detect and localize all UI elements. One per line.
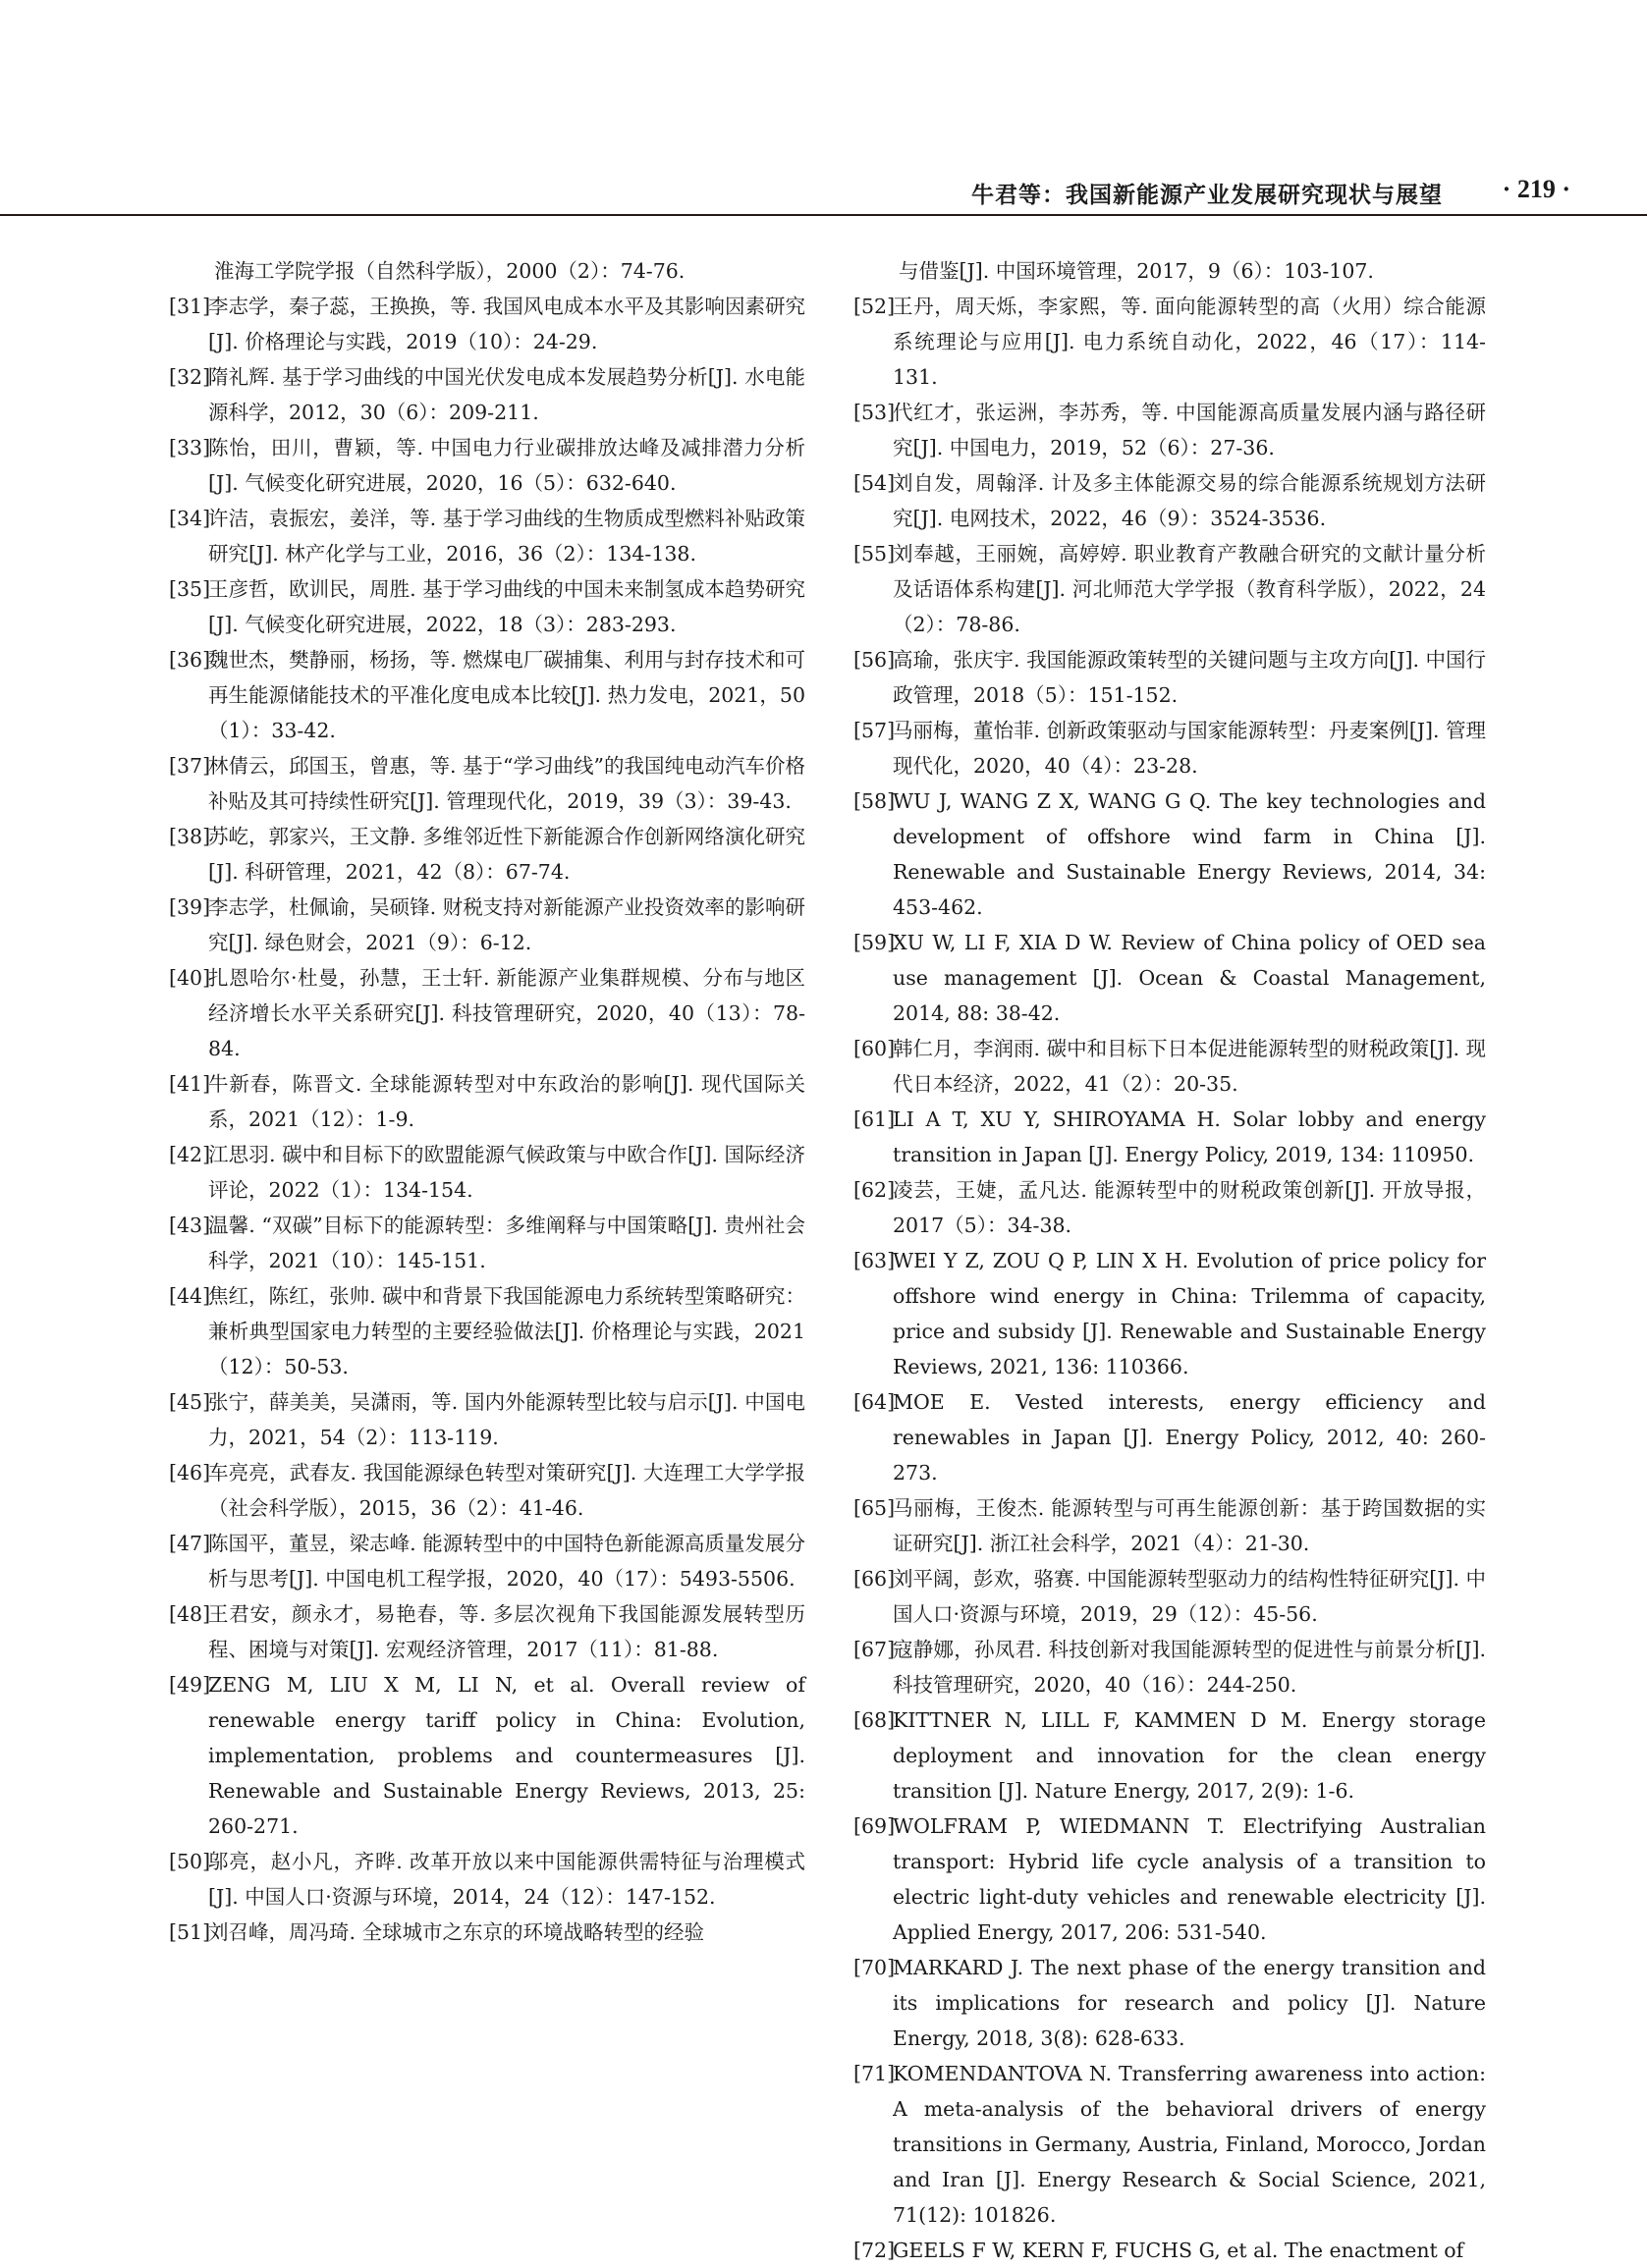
reference-number: [45] xyxy=(169,1390,211,1414)
reference-text: ZENG M, LIU X M, LI N, et al. Overall review of renewable energy tariff policy in China: Evolution, implementation, problems and countermeasures [J]. Renewable and Sustainable Energy Reviews, 2013, 25: 260-271. xyxy=(208,1673,805,1838)
reference-number: [50] xyxy=(169,1850,211,1873)
reference-text: 温馨. “双碳”目标下的能源转型：多维阐释与中国策略[J]. 贵州社会科学，2021（10）：145-151. xyxy=(208,1214,805,1272)
reference-number: [68] xyxy=(853,1708,896,1732)
reference-text: WOLFRAM P, WIEDMANN T. Electrifying Australian transport: Hybrid life cycle analysis of a transition to electric light-duty vehicles and renewable electricity [J]. Applied Energy, 2017, 206: 531-540. xyxy=(893,1814,1486,1944)
reference-number: [58] xyxy=(853,789,896,813)
reference-number: [55] xyxy=(853,542,896,566)
reference-text: 高瑜，张庆宇. 我国能源政策转型的关键问题与主攻方向[J]. 中国行政管理，2018（5）：151-152. xyxy=(893,648,1486,707)
reference-number: [65] xyxy=(853,1496,896,1520)
reference-text: 陈怡，田川，曹颖，等. 中国电力行业碳排放达峰及减排潜力分析[J]. 气候变化研究进展，2020，16（5）：632-640. xyxy=(208,436,805,495)
reference-text: 王君安，颜永才，易艳春，等. 多层次视角下我国能源发展转型历程、困境与对策[J]. 宏观经济管理，2017（11）：81-88. xyxy=(208,1602,805,1661)
reference-text: XU W, LI F, XIA D W. Review of China policy of OED sea use management [J]. Ocean & Coastal Management, 2014, 88: 38-42. xyxy=(893,931,1486,1025)
reference-text: GEELS F W, KERN F, FUCHS G, et al. The enactment of xyxy=(893,2239,1464,2262)
reference-item xyxy=(169,289,805,359)
reference-item xyxy=(169,819,805,890)
reference-number: [48] xyxy=(169,1602,211,1626)
reference-item xyxy=(169,1667,805,1844)
reference-item xyxy=(853,536,1486,642)
reference-text: 林倩云，邱国玉，曾惠，等. 基于“学习曲线”的我国纯电动汽车价格补贴及其可持续性研究[J]. 管理现代化，2019，39（3）：39-43. xyxy=(208,754,805,813)
reference-item xyxy=(169,1844,805,1915)
reference-text: MOE E. Vested interests, energy efficiency and renewables in Japan [J]. Energy Policy, 2012, 40: 260-273. xyxy=(893,1390,1486,1485)
right-reference-list xyxy=(853,289,1486,2268)
reference-text: 韩仁月，李润雨. 碳中和目标下日本促进能源转型的财税政策[J]. 现代日本经济，2022，41（2）：20-35. xyxy=(893,1037,1486,1096)
reference-item xyxy=(169,1066,805,1137)
reference-item xyxy=(853,1243,1486,1384)
reference-continuation: 淮海工学院学报（自然科学版），2000（2）：74-76. xyxy=(214,259,686,283)
reference-number: [32] xyxy=(169,365,211,389)
reference-item xyxy=(853,1561,1486,1632)
left-column xyxy=(169,253,805,1950)
reference-number: [66] xyxy=(853,1567,896,1591)
reference-number: [46] xyxy=(169,1461,211,1485)
reference-text: 代红才，张运洲，李苏秀，等. 中国能源高质量发展内涵与路径研究[J]. 中国电力，2019，52（6）：27-36. xyxy=(893,401,1486,459)
reference-number: [56] xyxy=(853,648,896,672)
reference-number: [41] xyxy=(169,1072,211,1096)
reference-number: [33] xyxy=(169,436,211,459)
reference-number: [57] xyxy=(853,719,896,742)
reference-item xyxy=(853,395,1486,465)
running-head xyxy=(0,173,1647,216)
left-reference-list xyxy=(169,289,805,1950)
reference-text: KITTNER N, LILL F, KAMMEN D M. Energy storage deployment and innovation for the clean energy transition [J]. Nature Energy, 2017, 2(9): 1-6. xyxy=(893,1708,1486,1803)
reference-continuation: 与借鉴[J]. 中国环境管理，2017，9（6）：103-107. xyxy=(899,259,1374,283)
reference-text: 王丹，周天烁，李家熙，等. 面向能源转型的高（火用）综合能源系统理论与应用[J]. 电力系统自动化，2022，46（17）：114-131. xyxy=(893,295,1486,389)
reference-text: 扎恩哈尔·杜曼，孙慧，王士轩. 新能源产业集群规模、分布与地区经济增长水平关系研究[J]. 科技管理研究，2020，40（13）：78-84. xyxy=(208,966,805,1060)
reference-text: WEI Y Z, ZOU Q P, LIN X H. Evolution of price policy for offshore wind energy in China: Trilemma of capacity, price and subsidy [J]. Renewable and Sustainable Energy Reviews, 2021, 136: 110366. xyxy=(893,1249,1486,1378)
reference-item xyxy=(169,960,805,1066)
reference-item xyxy=(169,1526,805,1596)
reference-text: 张宁，薛美美，吴潇雨，等. 国内外能源转型比较与启示[J]. 中国电力，2021，54（2）：113-119. xyxy=(208,1390,805,1449)
reference-item xyxy=(853,783,1486,925)
reference-number: [44] xyxy=(169,1284,211,1308)
reference-text: 邬亮，赵小凡，齐晔. 改革开放以来中国能源供需特征与治理模式[J]. 中国人口·资源与环境，2014，24（12）：147-152. xyxy=(208,1850,805,1909)
reference-number: [53] xyxy=(853,401,896,424)
reference-text: WU J, WANG Z X, WANG G Q. The key technologies and development of offshore wind farm in China [J]. Renewable and Sustainable Energy Reviews, 2014, 34: 453-462. xyxy=(893,789,1486,919)
reference-item xyxy=(169,748,805,819)
reference-number: [36] xyxy=(169,648,211,672)
reference-number: [60] xyxy=(853,1037,896,1060)
reference-item xyxy=(853,2233,1486,2268)
reference-item xyxy=(853,289,1486,395)
reference-text: 李志学，杜佩谕，吴硕锋. 财税支持对新能源产业投资效率的影响研究[J]. 绿色财会，2021（9）：6-12. xyxy=(208,895,805,954)
reference-item xyxy=(169,1278,805,1384)
reference-item xyxy=(853,1172,1486,1243)
reference-number: [67] xyxy=(853,1638,896,1661)
reference-text: 王彦哲，欧训民，周胜. 基于学习曲线的中国未来制氢成本趋势研究[J]. 气候变化研究进展，2022，18（3）：283-293. xyxy=(208,577,805,636)
reference-text: 刘自发，周翰泽. 计及多主体能源交易的综合能源系统规划方法研究[J]. 电网技术，2022，46（9）：3524-3536. xyxy=(893,471,1486,530)
reference-item xyxy=(853,925,1486,1031)
reference-item xyxy=(853,465,1486,536)
reference-item xyxy=(169,1915,805,1950)
reference-item xyxy=(169,1384,805,1455)
reference-text: 许洁，袁振宏，姜洋，等. 基于学习曲线的生物质成型燃料补贴政策研究[J]. 林产化学与工业，2016，36（2）：134-138. xyxy=(208,507,805,566)
reference-number: [47] xyxy=(169,1532,211,1555)
reference-item xyxy=(853,1950,1486,2056)
reference-number: [64] xyxy=(853,1390,896,1414)
reference-text: 隋礼辉. 基于学习曲线的中国光伏发电成本发展趋势分析[J]. 水电能源科学，2012，30（6）：209-211. xyxy=(208,365,805,424)
reference-number: [51] xyxy=(169,1920,211,1944)
reference-item xyxy=(853,1102,1486,1172)
reference-number: [39] xyxy=(169,895,211,919)
reference-number: [52] xyxy=(853,295,896,318)
reference-item xyxy=(853,1809,1486,1950)
reference-number: [35] xyxy=(169,577,211,601)
reference-number: [37] xyxy=(169,754,211,778)
reference-text: 刘平阔，彭欢，骆赛. 中国能源转型驱动力的结构性特征研究[J]. 中国人口·资源与环境，2019，29（12）：45-56. xyxy=(893,1567,1486,1626)
reference-item xyxy=(853,1632,1486,1702)
reference-item xyxy=(169,1596,805,1667)
reference-number: [42] xyxy=(169,1143,211,1166)
reference-text: 刘召峰，周冯琦. 全球城市之东京的环境战略转型的经验 xyxy=(208,1920,705,1944)
reference-number: [40] xyxy=(169,966,211,990)
reference-text: 寇静娜，孙凤君. 科技创新对我国能源转型的促进性与前景分析[J]. 科技管理研究，2020，40（16）：244-250. xyxy=(893,1638,1486,1697)
reference-text: 江思羽. 碳中和目标下的欧盟能源气候政策与中欧合作[J]. 国际经济评论，2022（1）：134-154. xyxy=(208,1143,805,1202)
reference-item xyxy=(853,642,1486,713)
reference-text: 刘奉越，王丽婉，高婷婷. 职业教育产教融合研究的文献计量分析及话语体系构建[J]. 河北师范大学学报（教育科学版），2022，24（2）：78-86. xyxy=(893,542,1486,636)
reference-number: [31] xyxy=(169,295,211,318)
reference-item xyxy=(169,571,805,642)
running-title: 牛君等：我国新能源产业发展研究现状与展望 xyxy=(971,183,1443,208)
reference-number: [72] xyxy=(853,2239,896,2262)
reference-number: [61] xyxy=(853,1107,896,1131)
reference-text: 苏屹，郭家兴，王文静. 多维邻近性下新能源合作创新网络演化研究[J]. 科研管理，2021，42（8）：67-74. xyxy=(208,825,805,884)
reference-text: 车亮亮，武春友. 我国能源绿色转型对策研究[J]. 大连理工大学学报（社会科学版），2015，36（2）：41-46. xyxy=(208,1461,805,1520)
reference-number: [70] xyxy=(853,1956,896,1979)
reference-item xyxy=(853,1490,1486,1561)
reference-text: MARKARD J. The next phase of the energy transition and its implications for research and policy [J]. Nature Energy, 2018, 3(8): 628-633. xyxy=(893,1956,1486,2050)
reference-item xyxy=(853,1031,1486,1102)
reference-item xyxy=(169,1455,805,1526)
reference-text: 马丽梅，董怡菲. 创新政策驱动与国家能源转型：丹麦案例[J]. 管理现代化，2020，40（4）：23-28. xyxy=(893,719,1486,778)
reference-number: [63] xyxy=(853,1249,896,1272)
reference-item xyxy=(169,430,805,501)
reference-number: [62] xyxy=(853,1178,896,1202)
reference-text: 焦红，陈红，张帅. 碳中和背景下我国能源电力系统转型策略研究：兼析典型国家电力转型的主要经验做法[J]. 价格理论与实践，2021（12）：50-53. xyxy=(208,1284,805,1378)
reference-item xyxy=(169,501,805,571)
reference-item xyxy=(853,2056,1486,2233)
reference-item xyxy=(169,642,805,748)
reference-text: 马丽梅，王俊杰. 能源转型与可再生能源创新：基于跨国数据的实证研究[J]. 浙江社会科学，2021（4）：21-30. xyxy=(893,1496,1486,1555)
reference-number: [38] xyxy=(169,825,211,848)
reference-item xyxy=(169,359,805,430)
reference-number: [71] xyxy=(853,2062,896,2085)
reference-item xyxy=(853,1384,1486,1490)
reference-item xyxy=(169,890,805,960)
reference-number: [69] xyxy=(853,1814,896,1838)
page-number: · 219 · xyxy=(1502,175,1570,203)
reference-number: [49] xyxy=(169,1673,211,1697)
reference-number: [59] xyxy=(853,931,896,954)
reference-text: KOMENDANTOVA N. Transferring awareness into action: A meta-analysis of the behavioral drivers of energy transitions in Germany, Austria, Finland, Morocco, Jordan and Iran [J]. Energy Research & Social Science, 2021, 71(12): 101826. xyxy=(893,2062,1486,2227)
reference-number: [54] xyxy=(853,471,896,495)
reference-item xyxy=(169,1208,805,1278)
reference-text: 李志学，秦子蕊，王换换，等. 我国风电成本水平及其影响因素研究[J]. 价格理论与实践，2019（10）：24-29. xyxy=(208,295,805,353)
reference-text: 牛新春，陈晋文. 全球能源转型对中东政治的影响[J]. 现代国际关系，2021（12）：1-9. xyxy=(208,1072,805,1131)
reference-text: 魏世杰，樊静丽，杨扬，等. 燃煤电厂碳捕集、利用与封存技术和可再生能源储能技术的平准化度电成本比较[J]. 热力发电，2021，50（1）：33-42. xyxy=(208,648,805,742)
reference-number: [34] xyxy=(169,507,211,530)
reference-text: 陈国平，董昱，梁志峰. 能源转型中的中国特色新能源高质量发展分析与思考[J]. 中国电机工程学报，2020，40（17）：5493-5506. xyxy=(208,1532,805,1591)
reference-item xyxy=(853,713,1486,783)
right-column xyxy=(853,253,1486,2268)
reference-text: LI A T, XU Y, SHIROYAMA H. Solar lobby and energy transition in Japan [J]. Energy Policy, 2019, 134: 110950. xyxy=(893,1107,1486,1166)
reference-item xyxy=(853,1702,1486,1809)
reference-number: [43] xyxy=(169,1214,211,1237)
reference-item xyxy=(169,1137,805,1208)
reference-text: 凌芸，王婕，孟凡达. 能源转型中的财税政策创新[J]. 开放导报，2017（5）：34-38. xyxy=(893,1178,1486,1237)
